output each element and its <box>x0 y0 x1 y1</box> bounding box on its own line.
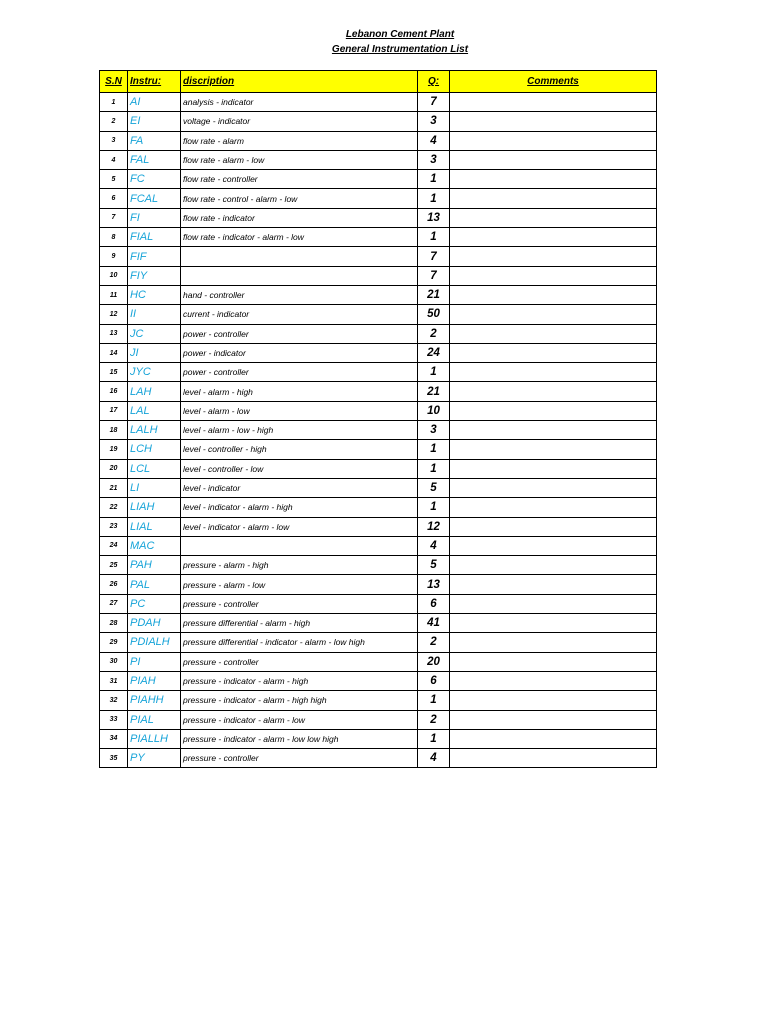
table-row <box>100 671 657 690</box>
row-sn: 27 <box>100 594 128 613</box>
row-description: pressure - alarm - low <box>181 575 418 594</box>
table-row <box>100 536 657 555</box>
header-sn: S.N <box>100 71 128 93</box>
row-comments <box>450 228 657 247</box>
table-row <box>100 401 657 420</box>
row-quantity: 24 <box>418 343 450 362</box>
row-quantity: 3 <box>418 421 450 440</box>
table-row <box>100 170 657 189</box>
row-instrument-code: PDAH <box>128 614 181 633</box>
row-comments <box>450 729 657 748</box>
row-comments <box>450 170 657 189</box>
row-comments <box>450 614 657 633</box>
row-quantity: 13 <box>418 208 450 227</box>
table-row <box>100 729 657 748</box>
row-quantity: 1 <box>418 498 450 517</box>
row-description: pressure - indicator - alarm - high high <box>181 691 418 710</box>
row-quantity: 3 <box>418 150 450 169</box>
row-comments <box>450 671 657 690</box>
table-row <box>100 691 657 710</box>
row-comments <box>450 691 657 710</box>
row-comments <box>450 749 657 768</box>
row-quantity: 2 <box>418 633 450 652</box>
row-quantity: 7 <box>418 93 450 112</box>
row-instrument-code: FAL <box>128 150 181 169</box>
row-description: level - alarm - high <box>181 382 418 401</box>
row-comments <box>450 266 657 285</box>
row-instrument-code: JI <box>128 343 181 362</box>
row-instrument-code: PAL <box>128 575 181 594</box>
row-instrument-code: AI <box>128 93 181 112</box>
row-description: flow rate - indicator - alarm - low <box>181 228 418 247</box>
document-title: Lebanon Cement Plant <box>345 29 455 40</box>
row-comments <box>450 517 657 536</box>
row-comments <box>450 652 657 671</box>
row-sn: 13 <box>100 324 128 343</box>
row-quantity: 20 <box>418 652 450 671</box>
row-sn: 5 <box>100 170 128 189</box>
row-quantity: 10 <box>418 401 450 420</box>
row-quantity: 1 <box>418 170 450 189</box>
table-row <box>100 228 657 247</box>
row-comments <box>450 343 657 362</box>
table-row <box>100 594 657 613</box>
table-row <box>100 266 657 285</box>
row-sn: 16 <box>100 382 128 401</box>
row-sn: 29 <box>100 633 128 652</box>
row-sn: 30 <box>100 652 128 671</box>
row-instrument-code: EI <box>128 112 181 131</box>
row-quantity: 4 <box>418 749 450 768</box>
row-instrument-code: PC <box>128 594 181 613</box>
row-quantity: 50 <box>418 305 450 324</box>
row-instrument-code: LCL <box>128 459 181 478</box>
row-quantity: 13 <box>418 575 450 594</box>
row-quantity: 5 <box>418 478 450 497</box>
row-description: analysis - indicator <box>181 93 418 112</box>
row-quantity: 6 <box>418 671 450 690</box>
row-quantity: 1 <box>418 440 450 459</box>
row-comments <box>450 575 657 594</box>
row-sn: 3 <box>100 131 128 150</box>
row-sn: 10 <box>100 266 128 285</box>
row-sn: 19 <box>100 440 128 459</box>
table-row <box>100 93 657 112</box>
row-description: pressure - controller <box>181 749 418 768</box>
row-quantity: 5 <box>418 556 450 575</box>
row-comments <box>450 285 657 304</box>
instrumentation-table <box>99 70 657 768</box>
row-sn: 9 <box>100 247 128 266</box>
row-comments <box>450 189 657 208</box>
row-description <box>181 247 418 266</box>
row-description: flow rate - controller <box>181 170 418 189</box>
row-comments <box>450 401 657 420</box>
row-sn: 8 <box>100 228 128 247</box>
row-quantity: 4 <box>418 131 450 150</box>
table-row <box>100 478 657 497</box>
row-quantity: 12 <box>418 517 450 536</box>
row-instrument-code: LALH <box>128 421 181 440</box>
row-quantity: 7 <box>418 247 450 266</box>
row-description: level - controller - low <box>181 459 418 478</box>
row-description: pressure - controller <box>181 652 418 671</box>
row-description: level - controller - high <box>181 440 418 459</box>
header-instru: Instru: <box>128 71 181 93</box>
table-row <box>100 459 657 478</box>
row-sn: 34 <box>100 729 128 748</box>
table-row <box>100 247 657 266</box>
row-comments <box>450 633 657 652</box>
row-comments <box>450 498 657 517</box>
table-row <box>100 131 657 150</box>
table-row <box>100 652 657 671</box>
row-quantity: 41 <box>418 614 450 633</box>
row-description <box>181 536 418 555</box>
row-quantity: 1 <box>418 228 450 247</box>
row-instrument-code: LIAL <box>128 517 181 536</box>
row-description: power - indicator <box>181 343 418 362</box>
row-sn: 14 <box>100 343 128 362</box>
row-sn: 11 <box>100 285 128 304</box>
row-instrument-code: PDIALH <box>128 633 181 652</box>
row-description: hand - controller <box>181 285 418 304</box>
row-instrument-code: PIALLH <box>128 729 181 748</box>
row-instrument-code: FIY <box>128 266 181 285</box>
row-description: flow rate - alarm <box>181 131 418 150</box>
row-instrument-code: FA <box>128 131 181 150</box>
row-instrument-code: PIAL <box>128 710 181 729</box>
row-sn: 6 <box>100 189 128 208</box>
row-instrument-code: PIAH <box>128 671 181 690</box>
row-description: pressure differential - alarm - high <box>181 614 418 633</box>
row-sn: 32 <box>100 691 128 710</box>
row-description: pressure - indicator - alarm - low <box>181 710 418 729</box>
table-row <box>100 749 657 768</box>
row-comments <box>450 478 657 497</box>
row-description: flow rate - indicator <box>181 208 418 227</box>
row-description <box>181 266 418 285</box>
row-sn: 20 <box>100 459 128 478</box>
row-quantity: 21 <box>418 285 450 304</box>
row-quantity: 21 <box>418 382 450 401</box>
row-sn: 2 <box>100 112 128 131</box>
row-description: pressure - controller <box>181 594 418 613</box>
row-instrument-code: LIAH <box>128 498 181 517</box>
row-comments <box>450 536 657 555</box>
row-comments <box>450 131 657 150</box>
row-description: pressure - alarm - high <box>181 556 418 575</box>
row-description: level - indicator - alarm - high <box>181 498 418 517</box>
row-comments <box>450 208 657 227</box>
table-row <box>100 112 657 131</box>
row-description: flow rate - control - alarm - low <box>181 189 418 208</box>
table-row <box>100 382 657 401</box>
row-quantity: 1 <box>418 363 450 382</box>
row-sn: 26 <box>100 575 128 594</box>
row-sn: 4 <box>100 150 128 169</box>
table-row <box>100 343 657 362</box>
table-row <box>100 575 657 594</box>
header-description: discription <box>181 71 418 93</box>
row-quantity: 1 <box>418 459 450 478</box>
row-sn: 22 <box>100 498 128 517</box>
table-row <box>100 150 657 169</box>
row-instrument-code: LAH <box>128 382 181 401</box>
header-qty: Q: <box>418 71 450 93</box>
row-instrument-code: FC <box>128 170 181 189</box>
row-description: level - indicator <box>181 478 418 497</box>
row-sn: 23 <box>100 517 128 536</box>
table-row <box>100 363 657 382</box>
row-comments <box>450 382 657 401</box>
row-quantity: 2 <box>418 324 450 343</box>
row-instrument-code: LI <box>128 478 181 497</box>
row-quantity: 6 <box>418 594 450 613</box>
row-sn: 25 <box>100 556 128 575</box>
row-sn: 31 <box>100 671 128 690</box>
row-quantity: 2 <box>418 710 450 729</box>
table-row <box>100 324 657 343</box>
table-row <box>100 440 657 459</box>
table-row <box>100 614 657 633</box>
row-comments <box>450 459 657 478</box>
row-sn: 24 <box>100 536 128 555</box>
row-sn: 1 <box>100 93 128 112</box>
row-description: power - controller <box>181 324 418 343</box>
row-sn: 33 <box>100 710 128 729</box>
row-sn: 7 <box>100 208 128 227</box>
row-instrument-code: FIF <box>128 247 181 266</box>
row-sn: 15 <box>100 363 128 382</box>
row-instrument-code: PIAHH <box>128 691 181 710</box>
row-instrument-code: PAH <box>128 556 181 575</box>
row-description: pressure differential - indicator - alarm - low high <box>181 633 418 652</box>
row-instrument-code: MAC <box>128 536 181 555</box>
row-instrument-code: LCH <box>128 440 181 459</box>
row-description: level - alarm - low - high <box>181 421 418 440</box>
row-comments <box>450 710 657 729</box>
row-instrument-code: JYC <box>128 363 181 382</box>
row-comments <box>450 150 657 169</box>
row-description: current - indicator <box>181 305 418 324</box>
row-instrument-code: FIAL <box>128 228 181 247</box>
header-comments: Comments <box>450 71 657 93</box>
row-quantity: 1 <box>418 189 450 208</box>
table-row <box>100 285 657 304</box>
table-row <box>100 305 657 324</box>
row-sn: 18 <box>100 421 128 440</box>
row-comments <box>450 440 657 459</box>
row-sn: 17 <box>100 401 128 420</box>
row-description: flow rate - alarm - low <box>181 150 418 169</box>
row-description: power - controller <box>181 363 418 382</box>
row-instrument-code: HC <box>128 285 181 304</box>
row-sn: 21 <box>100 478 128 497</box>
row-quantity: 3 <box>418 112 450 131</box>
row-description: voltage - indicator <box>181 112 418 131</box>
row-quantity: 7 <box>418 266 450 285</box>
table-row <box>100 189 657 208</box>
row-comments <box>450 594 657 613</box>
row-sn: 12 <box>100 305 128 324</box>
table-row <box>100 517 657 536</box>
row-comments <box>450 93 657 112</box>
table-row <box>100 421 657 440</box>
row-comments <box>450 324 657 343</box>
row-comments <box>450 247 657 266</box>
table-row <box>100 633 657 652</box>
row-description: pressure - indicator - alarm - high <box>181 671 418 690</box>
row-description: pressure - indicator - alarm - low low high <box>181 729 418 748</box>
row-description: level - indicator - alarm - low <box>181 517 418 536</box>
row-description: level - alarm - low <box>181 401 418 420</box>
row-sn: 35 <box>100 749 128 768</box>
row-instrument-code: JC <box>128 324 181 343</box>
document-subtitle: General Instrumentation List <box>331 44 469 55</box>
row-instrument-code: FI <box>128 208 181 227</box>
row-instrument-code: PI <box>128 652 181 671</box>
table-row <box>100 710 657 729</box>
row-instrument-code: LAL <box>128 401 181 420</box>
row-instrument-code: FCAL <box>128 189 181 208</box>
row-instrument-code: PY <box>128 749 181 768</box>
row-quantity: 4 <box>418 536 450 555</box>
row-comments <box>450 112 657 131</box>
row-comments <box>450 363 657 382</box>
table-row <box>100 498 657 517</box>
table-header-row <box>100 71 657 93</box>
row-quantity: 1 <box>418 691 450 710</box>
table-row <box>100 556 657 575</box>
row-comments <box>450 421 657 440</box>
row-quantity: 1 <box>418 729 450 748</box>
table-row <box>100 208 657 227</box>
row-sn: 28 <box>100 614 128 633</box>
row-comments <box>450 556 657 575</box>
row-comments <box>450 305 657 324</box>
row-instrument-code: II <box>128 305 181 324</box>
